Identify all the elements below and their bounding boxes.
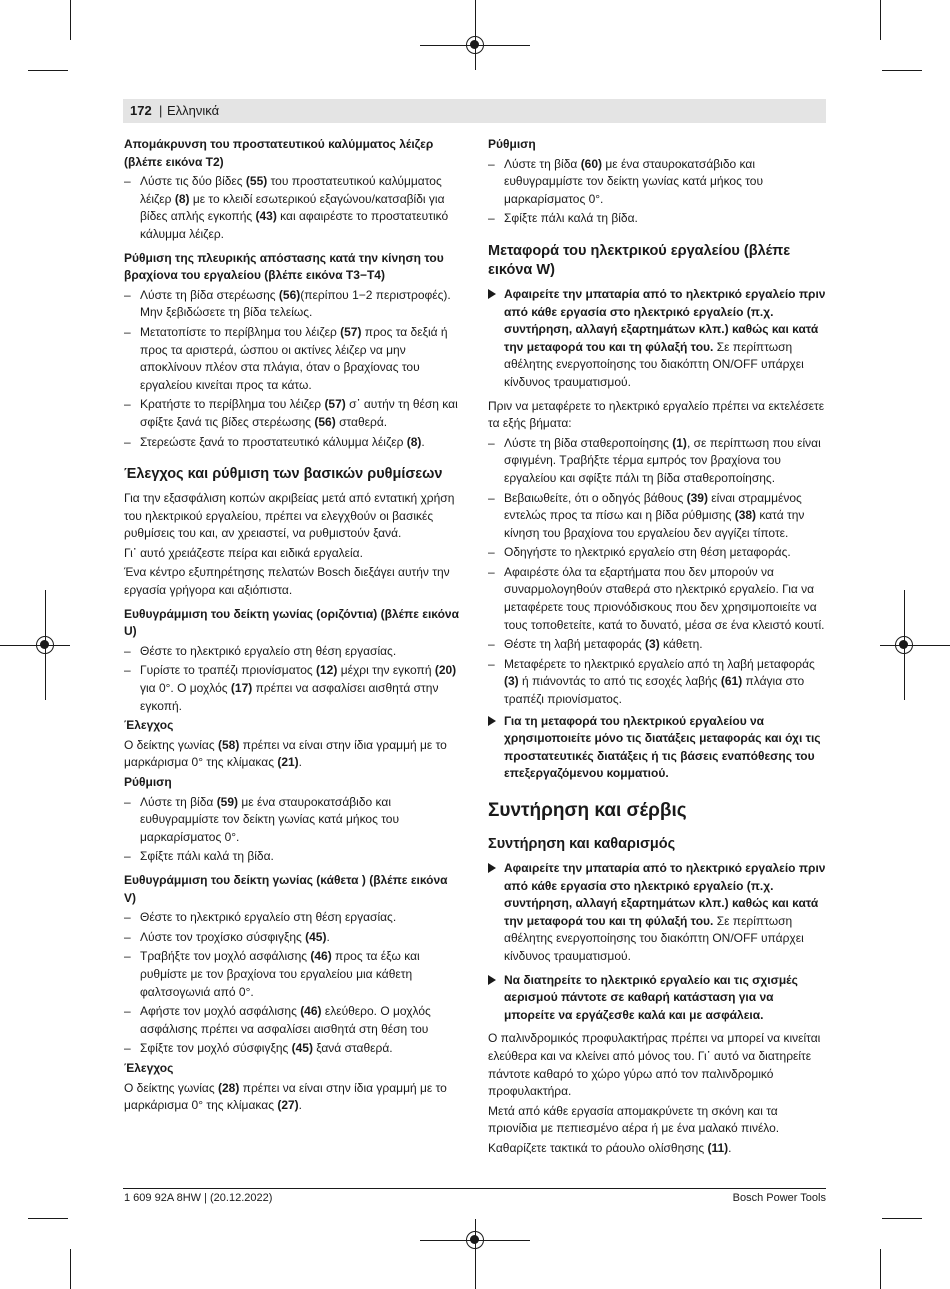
warning-item: Αφαιρείτε την μπαταρία από το ηλεκτρικό εργαλείο πριν από κάθε εργασία στο ηλεκτρικό εργαλείο (π.χ. συντήρηση, αλλαγή εξαρτημάτων κλπ.) καθώς και κατά την μεταφορά του και τη φύλαξή του. Σε περίπτωση αθέλητης ενεργοποίησης του διακόπτη ON/OFF υπάρχει κίνδυνος τραυματισμού. xyxy=(488,860,826,966)
section-title: Ευθυγράμμιση του δείκτη γωνίας (κάθετα ) (βλέπε εικόνα V) xyxy=(124,872,448,905)
crop-mark xyxy=(28,1218,68,1219)
registration-line xyxy=(0,645,70,646)
list-item: – Κρατήστε το περίβλημα του λέιζερ (57) σ᾽ αυτήν τη θέση και σφίξτε ξανά τις βίδες στερέωσης (56) σταθερά. xyxy=(124,396,462,431)
list-item: – Μεταφέρετε το ηλεκτρικό εργαλείο από τη λαβή μεταφοράς (3) ή πιάνοντάς το από τις εσοχές λαβής (61) πλάγια στο τραπέζι πριονίσματος. xyxy=(488,656,826,709)
crop-mark xyxy=(28,70,68,71)
section-heading: Συντήρηση και καθαρισμός xyxy=(488,836,676,852)
registration-mark-icon xyxy=(466,1231,484,1249)
registration-mark-icon xyxy=(36,636,54,654)
warning-arrow-icon xyxy=(488,289,496,299)
warning-item: Να διατηρείτε το ηλεκτρικό εργαλείο και τις σχισμές αερισμού πάντοτε σε καθαρή κατάσταση για να μπορείτε να εργάζεσθε καλά και με ασφάλεια. xyxy=(488,972,826,1025)
step-list xyxy=(124,287,462,451)
list-item: – Λύστε τις δύο βίδες (55) του προστατευτικού καλύμματος λέιζερ (8) με το κλειδί εσωτερικού εξαγώνου/κατσαβίδι για βίδες απλής εγκοπής (43) και αφαιρέστε το προστατευτικό κάλυμμα λέιζερ. xyxy=(124,173,462,243)
right-column xyxy=(488,136,826,1160)
list-item: – Λύστε τον τροχίσκο σύσφιγξης (45). xyxy=(124,929,462,947)
paragraph: Πριν να μεταφέρετε το ηλεκτρικό εργαλείο πρέπει να εκτελέσετε τα εξής βήματα: xyxy=(488,398,825,431)
list-item: – Λύστε τη βίδα (59) με ένα σταυροκατσάβιδο και ευθυγραμμίστε τον δείκτη γωνίας κατά μήκος του μαρκαρίσματος 0°. xyxy=(124,794,462,847)
list-item: – Θέστε τη λαβή μεταφοράς (3) κάθετη. xyxy=(488,636,826,654)
subsection-title: Ρύθμιση xyxy=(488,137,536,151)
crop-mark xyxy=(880,1249,881,1289)
list-item: – Σφίξτε τον μοχλό σύσφιγξης (45) ξανά σταθερά. xyxy=(124,1040,462,1058)
list-item: – Στερεώστε ξανά το προστατευτικό κάλυμμα λέιζερ (8). xyxy=(124,434,462,452)
paragraph: Για την εξασφάλιση κοπών ακριβείας μετά από εντατική χρήση του ηλεκτρικού εργαλείου, πρέπει να ελεγχθούν οι βασικές ρυθμίσεις του και, αν χρειαστεί, να ρυθμιστούν ξανά. xyxy=(124,491,455,541)
warning-item: Αφαιρείτε την μπαταρία από το ηλεκτρικό εργαλείο πριν από κάθε εργασία στο ηλεκτρικό εργαλείο (π.χ. συντήρηση, αλλαγή εξαρτημάτων κλπ.) καθώς και κατά την μεταφορά του και τη φύλαξή του. Σε περίπτωση αθέλητης ενεργοποίησης του διακόπτη ON/OFF υπάρχει κίνδυνος τραυματισμού. xyxy=(488,286,826,392)
step-list xyxy=(488,435,826,709)
paragraph: Ο παλινδρομικός προφυλακτήρας πρέπει να μπορεί να κινείται ελεύθερα και να κλείνει από μόνος του. Γι᾽ αυτό να διατηρείτε πάντοτε καθαρό το χώρο γύρω από τον παλινδρομικό προφυλακτήρα. xyxy=(488,1031,821,1099)
list-item: – Οδηγήστε το ηλεκτρικό εργαλείο στη θέση μεταφοράς. xyxy=(488,544,826,562)
paragraph: Καθαρίζετε τακτικά το ράουλο ολίσθησης (11). xyxy=(488,1140,732,1155)
list-item: – Λύστε τη βίδα στερέωσης (56)(περίπου 1−2 περιστροφές). Μην ξεβιδώσετε τη βίδα τελείως. xyxy=(124,287,462,322)
crop-mark xyxy=(70,1249,71,1289)
list-item: – Σφίξτε πάλι καλά τη βίδα. xyxy=(124,848,462,866)
list-item: – Αφαιρέστε όλα τα εξαρτήματα που δεν μπορούν να συναρμολογηθούν σταθερά στο ηλεκτρικό εργαλείο. Για να μεταφέρετε τους πριονόδισκους που δεν χρησιμοποιείτε να τους τοποθετείτε, κατά το δυνατό, μέσα σε ένα κλειστό κουτί. xyxy=(488,564,826,634)
registration-line xyxy=(475,1219,476,1289)
section-title: Απομάκρυνση του προστατευτικού καλύμματος λέιζερ (βλέπε εικόνα T2) xyxy=(124,137,434,169)
header-language: Ελληνικά xyxy=(167,103,220,118)
step-list xyxy=(124,173,462,243)
list-item: – Αφήστε τον μοχλό ασφάλισης (46) ελεύθερο. Ο μοχλός ασφάλισης πρέπει να ασφαλίσει αισθητά στη θέση του xyxy=(124,1003,462,1038)
paragraph: Μετά από κάθε εργασία απομακρύνετε τη σκόνη και τα πριονίδια με πεπιεσμένο αέρα ή με ένα μαλακό πινέλο. xyxy=(488,1103,780,1136)
registration-mark-icon xyxy=(466,36,484,54)
registration-line xyxy=(880,645,950,646)
paragraph: Ο δείκτης γωνίας (28) πρέπει να είναι στην ίδια γραμμή με το μαρκάρισμα 0° της κλίμακας (27). xyxy=(124,1080,447,1113)
warning-arrow-icon xyxy=(488,863,496,873)
list-item: – Μετατοπίστε το περίβλημα του λέιζερ (57) προς τα δεξιά ή προς τα αριστερά, ώσπου οι ακτίνες λέιζερ να μην αποκλίνουν πλέον στα πλάγια, όταν ο βραχίονας του εργαλείου κινείται προς τα κάτω. xyxy=(124,324,462,394)
step-list xyxy=(488,156,826,228)
section-title: Ρύθμιση της πλευρικής απόστασης κατά την κίνηση του βραχίονα του εργαλείου (βλέπε εικόνα T3−T4) xyxy=(124,250,444,283)
crop-mark xyxy=(882,70,922,71)
chapter-heading: Συντήρηση και σέρβις xyxy=(488,800,687,821)
section-heading: Μεταφορά του ηλεκτρικού εργαλείου (βλέπε εικόνα W) xyxy=(488,242,791,278)
list-item: – Θέστε το ηλεκτρικό εργαλείο στη θέση εργασίας. xyxy=(124,909,462,927)
registration-mark-icon xyxy=(895,636,913,654)
subsection-title: Ρύθμιση xyxy=(124,775,172,789)
step-list xyxy=(124,909,462,1058)
warning-arrow-icon xyxy=(488,716,496,726)
warning-item: Για τη μεταφορά του ηλεκτρικού εργαλείου να χρησιμοποιείτε μόνο τις διατάξεις μεταφοράς και όχι τις προστατευτικές διατάξεις ή τις βάσεις εναπόθεσης του επεξεργαζόμενου κομματιού. xyxy=(488,713,826,783)
section-heading: Έλεγχος και ρύθμιση των βασικών ρυθμίσεων xyxy=(124,466,443,483)
footer-rule xyxy=(123,1188,826,1189)
header-separator: | xyxy=(159,103,163,118)
footer-brand: Bosch Power Tools xyxy=(732,1192,826,1204)
step-list xyxy=(124,794,462,866)
list-item: – Τραβήξτε τον μοχλό ασφάλισης (46) προς τα έξω και ρυθμίστε με τον βραχίονα του εργαλείου μια κάθετη φαλτσογωνιά από 0°. xyxy=(124,948,462,1001)
paragraph: Ένα κέντρο εξυπηρέτησης πελατών Bosch διεξάγει αυτήν την εργασία γρήγορα και αξιόπιστα. xyxy=(124,565,450,598)
crop-mark xyxy=(882,1218,922,1219)
warning-arrow-icon xyxy=(488,975,496,985)
section-title: Ευθυγράμμιση του δείκτη γωνίας (οριζόντια) (βλέπε εικόνα U) xyxy=(124,606,459,639)
list-item: – Λύστε τη βίδα σταθεροποίησης (1), σε περίπτωση που είναι σφιγμένη. Τραβήξτε τέρμα εμπρός τον βραχίονα του εργαλείου και σφίξτε πάλι τη βίδα σταθεροποίησης. xyxy=(488,435,826,488)
subsection-title: Έλεγχος xyxy=(124,718,174,733)
list-item: – Θέστε το ηλεκτρικό εργαλείο στη θέση εργασίας. xyxy=(124,643,462,661)
left-column xyxy=(124,136,462,1117)
list-item: – Σφίξτε πάλι καλά τη βίδα. xyxy=(488,210,826,228)
crop-mark xyxy=(880,0,881,40)
page-number: 172 xyxy=(130,103,152,118)
step-list xyxy=(124,643,462,715)
crop-mark xyxy=(70,0,71,40)
list-item: – Λύστε τη βίδα (60) με ένα σταυροκατσάβιδο και ευθυγραμμίστε τον δείκτη γωνίας κατά μήκος του μαρκαρίσματος 0°. xyxy=(488,156,826,209)
page-header-bar xyxy=(123,99,826,123)
paragraph: Γι᾽ αυτό χρειάζεστε πείρα και ειδικά εργαλεία. xyxy=(124,545,363,560)
subsection-title: Έλεγχος xyxy=(124,1060,174,1075)
footer-document-id: 1 609 92A 8HW | (20.12.2022) xyxy=(124,1192,273,1204)
list-item: – Βεβαιωθείτε, ότι ο οδηγός βάθους (39) είναι στραμμένος εντελώς προς τα πίσω και η βίδα ρύθμισης (38) κατά την κίνηση του βραχίονα του εργαλείου δεν αγγίζει τίποτε. xyxy=(488,490,826,543)
paragraph: Ο δείκτης γωνίας (58) πρέπει να είναι στην ίδια γραμμή με το μαρκάρισμα 0° της κλίμακας (21). xyxy=(124,737,447,770)
registration-line xyxy=(475,0,476,70)
list-item: – Γυρίστε το τραπέζι πριονίσματος (12) μέχρι την εγκοπή (20) για 0°. Ο μοχλός (17) πρέπει να ασφαλίσει αισθητά στην εγκοπή. xyxy=(124,662,462,715)
